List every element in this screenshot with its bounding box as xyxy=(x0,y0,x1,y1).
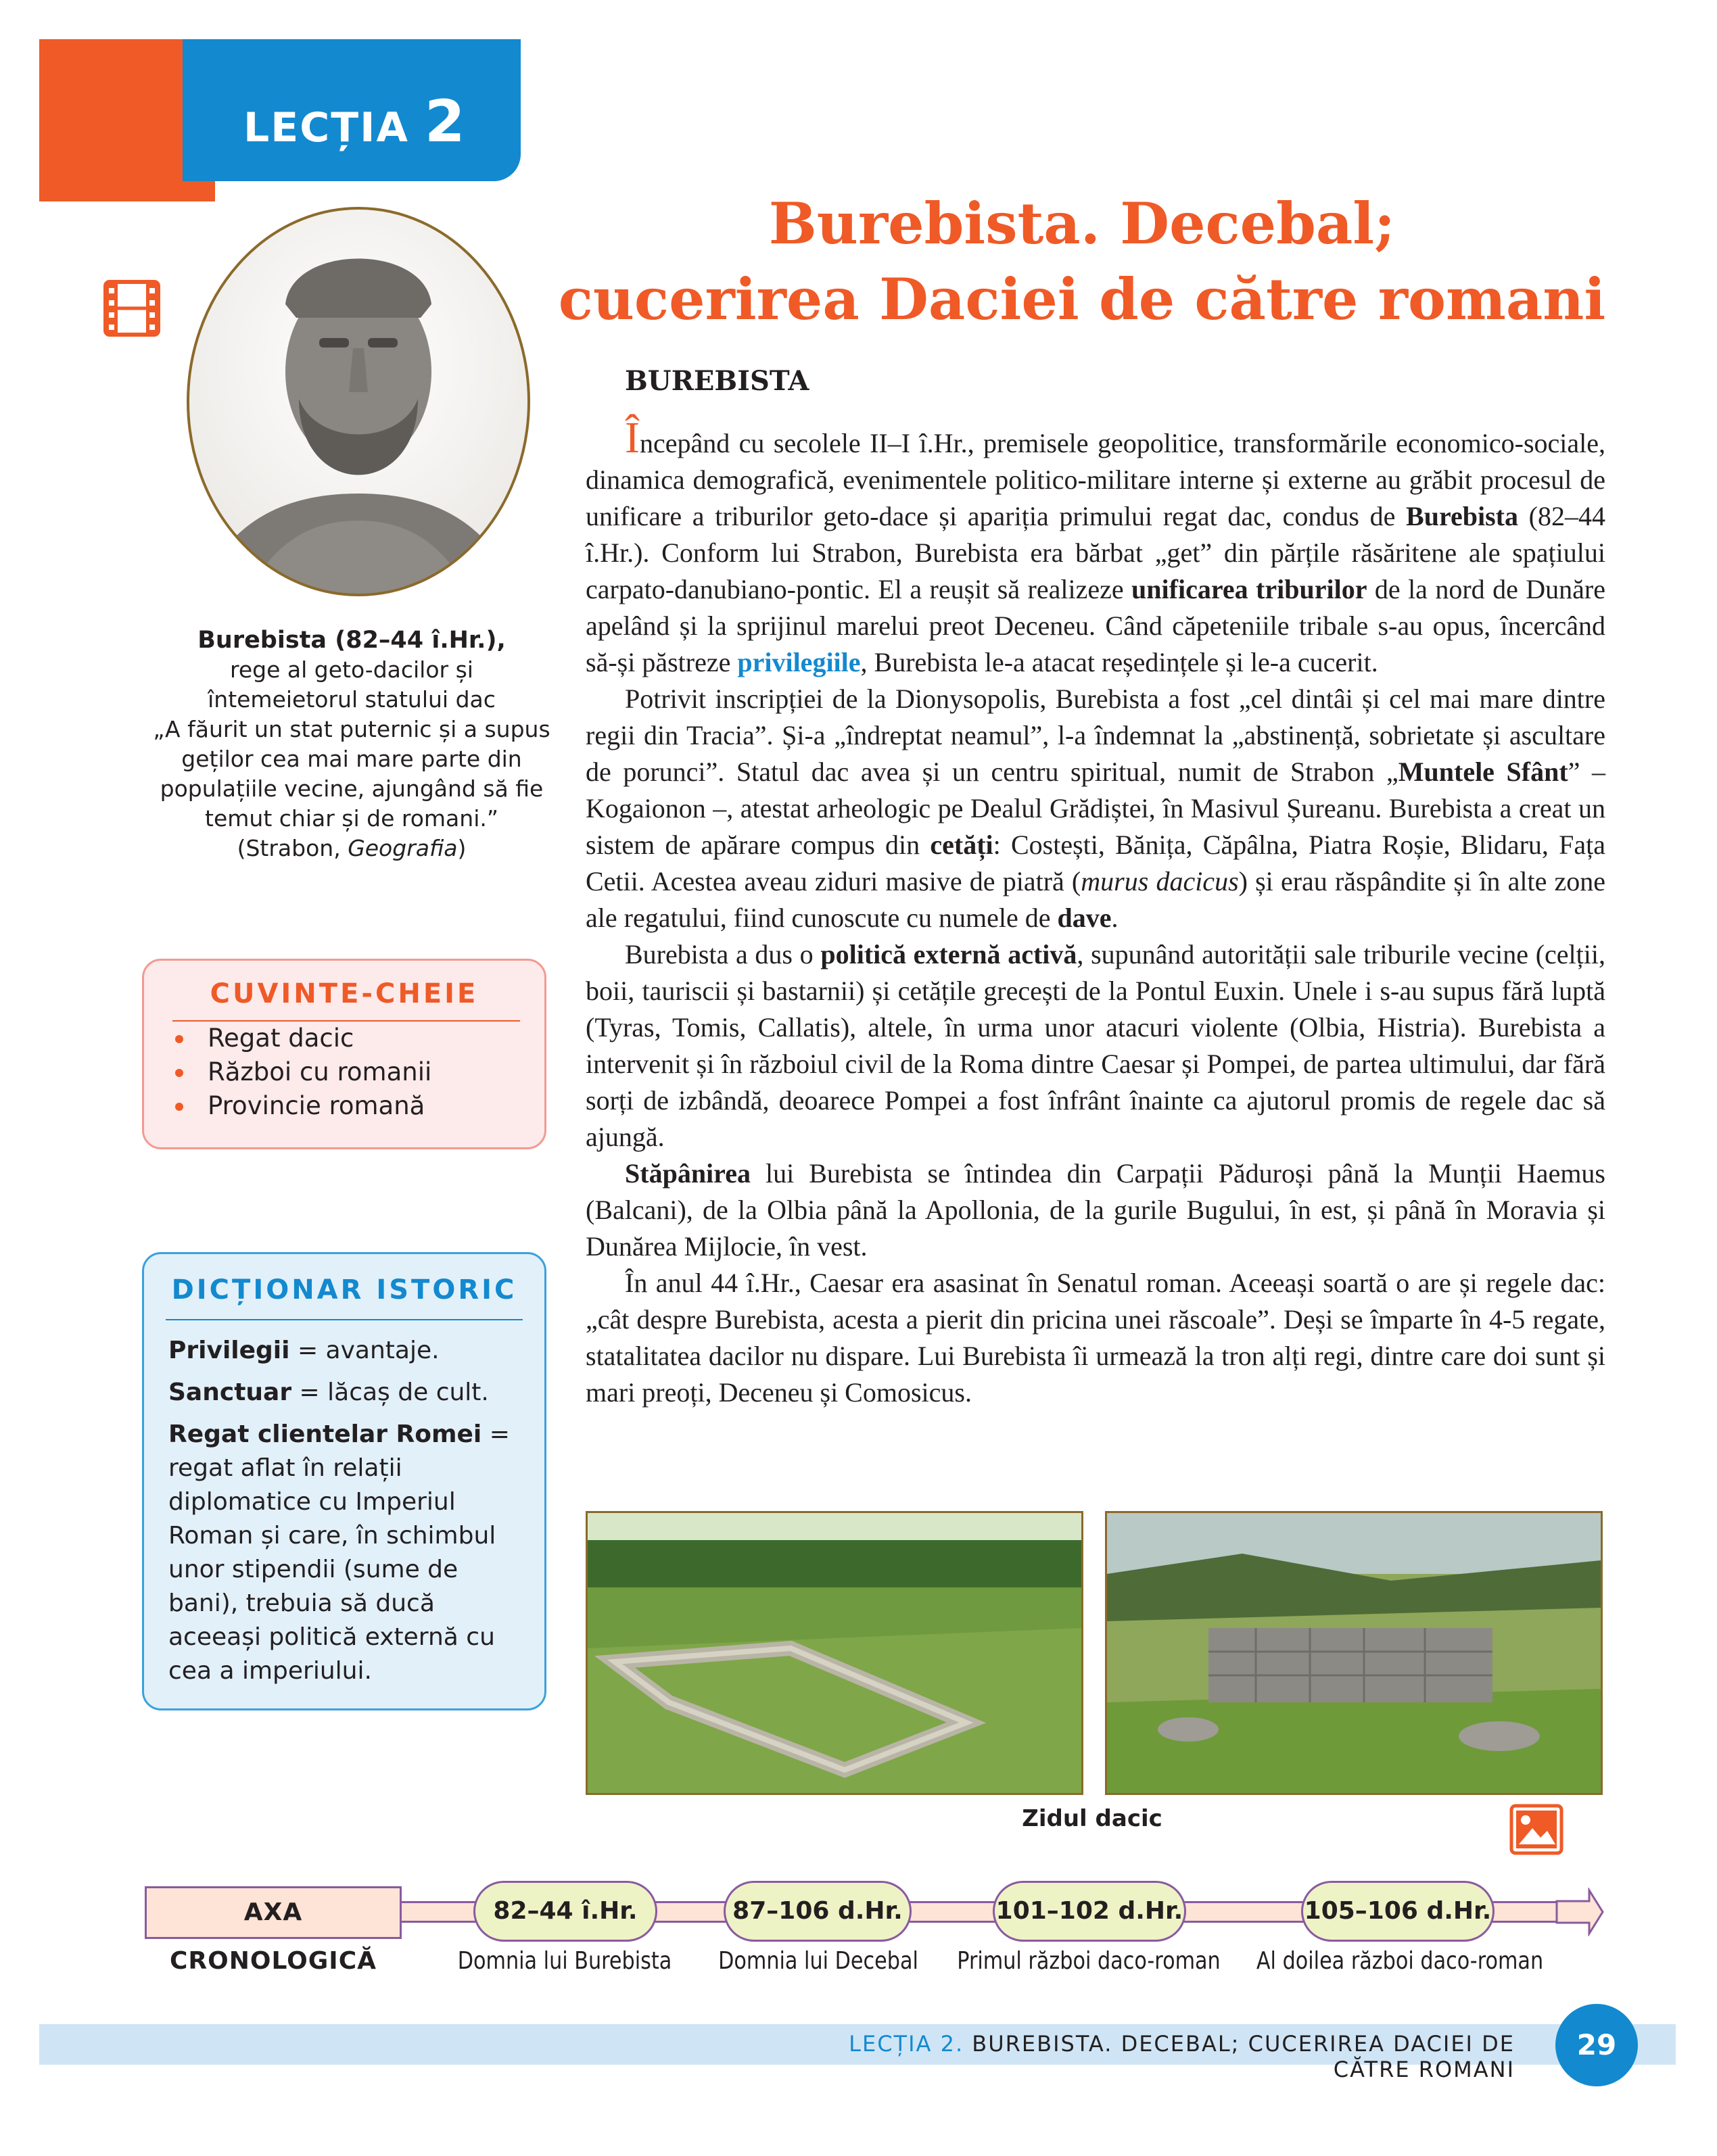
source-work: Geografia xyxy=(348,835,458,861)
dictionary-definition: = avantaje. xyxy=(289,1337,440,1364)
bold-term: Burebista xyxy=(1406,501,1518,531)
lesson-label xyxy=(243,88,500,162)
lesson-word: LECȚIA xyxy=(243,104,409,151)
timeline-arrow-icon xyxy=(1555,1888,1604,1936)
dictionary-box xyxy=(142,1252,546,1710)
photo-dacian-wall-left xyxy=(586,1511,1083,1795)
image-icon[interactable] xyxy=(1509,1804,1563,1855)
photo-caption: Zidul dacic xyxy=(1022,1805,1162,1832)
bold-term: Stăpânirea xyxy=(625,1158,751,1189)
caption-quote: geților cea mai mare parte din xyxy=(181,746,522,772)
text-run: . xyxy=(1111,903,1119,933)
photo-dacian-wall-right xyxy=(1105,1511,1603,1795)
text-run: Burebista a dus o xyxy=(625,939,821,969)
page-title xyxy=(555,186,1609,337)
main-body-text xyxy=(586,413,1606,1411)
bold-term: Muntele Sfânt xyxy=(1398,757,1568,787)
film-icon[interactable] xyxy=(103,280,160,337)
section-heading: BUREBISTA xyxy=(625,365,809,397)
page-number: 29 xyxy=(1555,2004,1638,2086)
timeline-date-3: 101–102 d.Hr. xyxy=(993,1881,1186,1942)
glossary-link-privilegii[interactable]: privilegiile xyxy=(737,647,861,677)
footer-running-title xyxy=(771,2031,1515,2082)
caption-quote: populațiile vecine, ajungând să fie xyxy=(160,775,544,802)
dictionary-entries xyxy=(168,1334,527,1696)
text-run: lui Burebista se întindea din Carpații Păduroși până la Munții Haemus (Balcani), de la Olbia până la Apollonia, de la gurile Bugului, în est, și până în Moravia și Dunărea Mijlocie, în vest. xyxy=(586,1158,1605,1262)
dictionary-term: Privilegii xyxy=(168,1337,290,1364)
keywords-title: CUVINTE-CHEIE xyxy=(210,978,479,1009)
paragraph-5 xyxy=(586,1265,1605,1411)
dictionary-entry xyxy=(168,1334,527,1368)
portrait-caption xyxy=(128,625,575,863)
text-run: de la nord de Dunăre apelând și la sprijinul marelui preot Deceneu. Când căpeteniile tribale s-au opus, încercând să-și păstreze xyxy=(586,574,1605,677)
dictionary-definition: = regat aflat în relații diplomatice cu Imperiul Roman și care, în schimbul unor stipendii (sume de bani), trebuia să ducă aceeași politică externă cu cea a imperiului. xyxy=(168,1420,510,1685)
bold-term: unificarea triburilor xyxy=(1131,574,1367,604)
title-line-1: Burebista. Decebal; xyxy=(768,190,1396,257)
text-run: ncepând cu secolele II–I î.Hr., premisele geopolitice, transformările economico-sociale, dinamica demografică, evenimentele politico-militare interne și externe au grăbit procesul de unificare a triburilor geto-dace și apariția primului regat dac, condus de xyxy=(586,428,1605,531)
keywords-box xyxy=(142,959,546,1149)
timeline-label: AXA CRONOLOGICĂ xyxy=(145,1886,402,1939)
paragraph-1 xyxy=(586,413,1605,681)
bold-term: politică externă activă xyxy=(820,939,1077,969)
caption-source xyxy=(128,834,575,863)
dictionary-divider xyxy=(166,1319,523,1320)
dictionary-title: DICȚIONAR ISTORIC xyxy=(171,1274,517,1305)
text-run: În anul 44 î.Hr., Caesar era asasinat în Senatul roman. Aceeași soartă o are și regele dac: „cât despre Burebista, acesta a pierit din pricina unei răscoale”. Deși se împarte în 4-5 regate, statalitatea dacilor nu dispare. Lui Burebista îi urmează la tron alți regi, dintre care doi sunt și mari preoți, Deceneu și Comosicus. xyxy=(586,1268,1605,1408)
caption-line: întemeietorul statului dac xyxy=(208,686,496,713)
bold-term: cetăți xyxy=(930,830,993,860)
bold-term: dave xyxy=(1057,903,1112,933)
italic-term: murus dacicus xyxy=(1081,866,1239,896)
source-prefix: (Strabon, xyxy=(237,835,348,861)
paragraph-3 xyxy=(586,936,1605,1155)
keyword-item: Război cu romanii xyxy=(168,1055,544,1089)
keyword-item: Regat dacic xyxy=(168,1022,544,1055)
keywords-list xyxy=(168,1022,544,1123)
dictionary-definition: = lăcaș de cult. xyxy=(291,1379,489,1406)
text-run: ) și erau răspândite și în alte zone ale regatului, fiind cunoscute cu numele de xyxy=(586,866,1605,933)
title-line-2: cucerirea Daciei de către romani xyxy=(558,266,1606,333)
paragraph-2 xyxy=(586,681,1605,936)
dictionary-entry xyxy=(168,1418,527,1688)
caption-name: Burebista (82–44 î.Hr.), xyxy=(197,627,506,654)
caption-quote: „A făurit un stat puternic și a supus xyxy=(153,716,550,742)
timeline-event-1: Domnia lui Burebista xyxy=(457,1947,672,1975)
text-run: Potrivit inscripției de la Dionysopolis, Burebista a fost „cel dintâi și cel mai mare dintre regii din Tracia”. Și-a „îndreptat neamul”, l-a îndemnat la „abstinență, sobrietate și ascultare de porunci”. Statul dac avea și un centru spiritual, numit de Strabon „ xyxy=(586,684,1605,787)
text-run: , supunând autorității sale triburile vecine (celții, boii, tauriscii și bastarnii) și cetățile grecești de la Pontul Euxin. Unele i s-au supus fără luptă (Tyras, Tomis, Callatis), altele, în urma unor atacuri violente (Olbia, Histria). Burebista a intervenit și în războiul civil de la Roma dintre Caesar și Pompei, de partea ultimului, dar fără sorți de izbândă, deoarece Pompei a fost înfrânt înainte ca ajutorul promis de regele dac să ajungă. xyxy=(586,939,1605,1152)
burebista-bust-portrait xyxy=(184,203,533,600)
text-run: , Burebista le-a atacat reședințele și le-a cucerit. xyxy=(860,647,1378,677)
timeline-event-4: Al doilea război daco-roman xyxy=(1256,1947,1544,1975)
text-run: ” – Kogaionon –, atestat arheologic pe Dealul Grădiștei, în Masivul Șureanu. Burebista a creat un sistem de apărare compus din xyxy=(586,757,1605,860)
dictionary-entry xyxy=(168,1376,527,1410)
lesson-number: 2 xyxy=(424,88,467,155)
dictionary-term: Regat clientelar Romei xyxy=(168,1420,482,1448)
timeline-date-1: 82–44 î.Hr. xyxy=(473,1881,657,1942)
dropcap: Î xyxy=(625,413,640,462)
footer-title: BUREBISTA. DECEBAL; CUCERIREA DACIEI DE CĂTRE ROMANI xyxy=(964,2031,1515,2082)
source-suffix: ) xyxy=(457,835,467,861)
keyword-item: Provincie romană xyxy=(168,1089,544,1123)
dictionary-term: Sanctuar xyxy=(168,1379,292,1406)
paragraph-4 xyxy=(586,1155,1605,1265)
footer-lesson: LECȚIA 2. xyxy=(849,2031,964,2057)
text-run: (82–44 î.Hr.). Conform lui Strabon, Burebista era bărbat „get” din părțile răsăritene ale spațiului carpato-danubiano-pontic. El a reușit să realizeze xyxy=(586,501,1605,604)
timeline-event-2: Domnia lui Decebal xyxy=(718,1947,918,1975)
caption-quote: temut chiar și de romani.” xyxy=(205,805,498,832)
timeline-date-2: 87–106 d.Hr. xyxy=(724,1881,912,1942)
timeline-date-4: 105–106 d.Hr. xyxy=(1301,1881,1495,1942)
timeline-event-3: Primul război daco-roman xyxy=(957,1947,1221,1975)
text-run: : Costești, Bănița, Căpâlna, Piatra Roșie, Blidaru, Fața Cetii. Acestea aveau ziduri masive de piatră ( xyxy=(586,830,1606,896)
caption-line: rege al geto-dacilor și xyxy=(230,656,473,683)
